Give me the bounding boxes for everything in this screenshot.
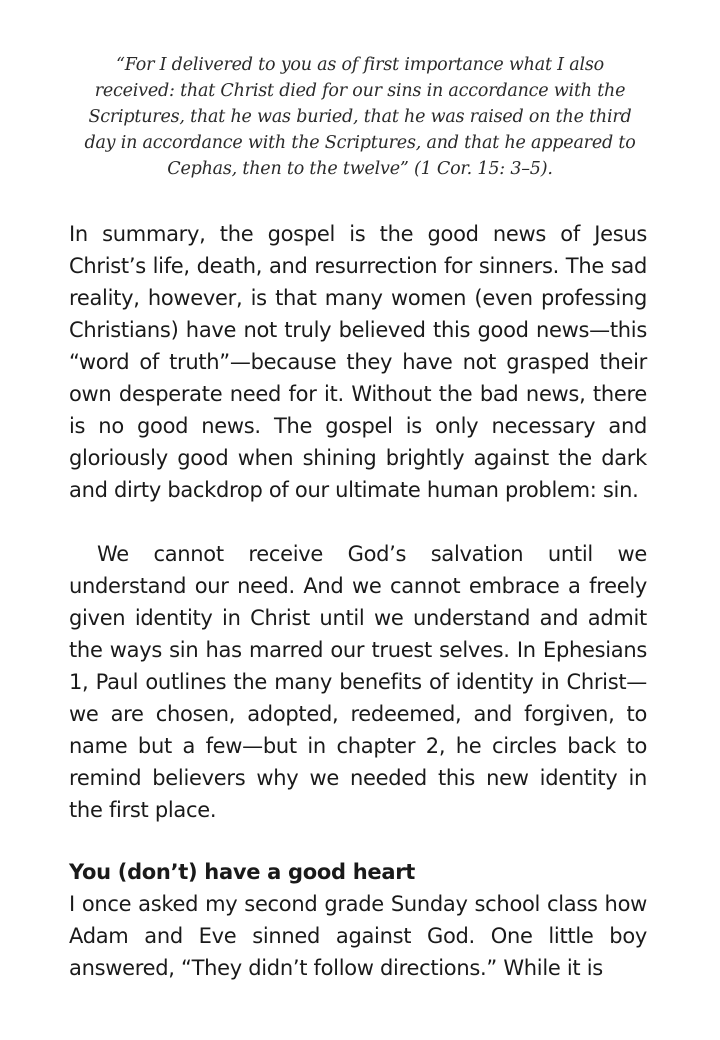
body-paragraph-summary: In summary, the gospel is the good news of Jesus Christ’s life, death, and resurrection for sinners. The sad reality, however, is that many women (even professing Christians) have not truly believed this good news—this “word of truth”—because they have not grasped their own desperate need for it. Without the bad news, there is no good news. The gospel is only necessary and gloriously good when shining brightly against the dark and dirty backdrop of our ultimate human problem: sin. xyxy=(69,222,647,502)
body-paragraph-sunday-school: I once asked my second grade Sunday school class how Adam and Eve sinned against God. One little boy answered, “They didn’t follow directions.” While it is xyxy=(69,892,647,980)
body-paragraph-salvation: We cannot receive God’s salvation until we understand our need. And we cannot embrace a freely given identity in Christ until we understand and admit the ways sin has marred our truest selves. In Ephesians 1, Paul outlines the many benefits of identity in Christ—we are chosen, adopted, redeemed, and forgiven, to name but a few—but in chapter 2, he circles back to remind believers why we needed this new identity in the first place. xyxy=(69,542,647,822)
section-heading: You (don’t) have a good heart xyxy=(69,860,416,884)
scripture-quote: “For I delivered to you as of first importance what I also received: that Christ died for our sins in accordance with the Scriptures, that he was buried, that he was raised on the third day in accordance with the Scriptures, and that he appeared to Cephas, then to the twelve” (1 Cor. 15: 3–5). xyxy=(84,55,636,179)
